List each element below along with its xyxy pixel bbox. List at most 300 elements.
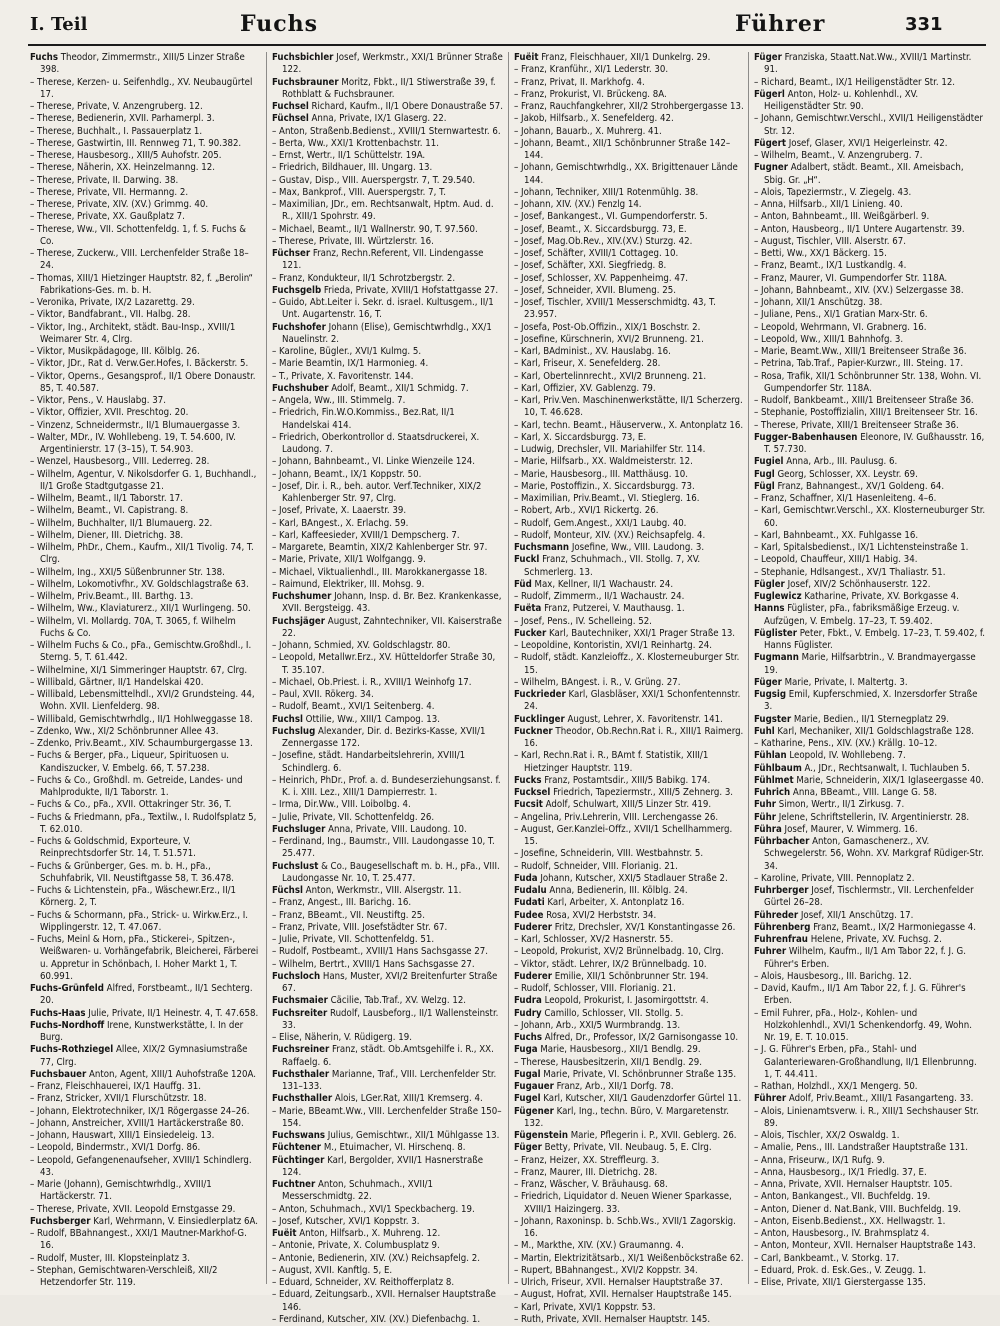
directory-entry: – Wilhelm, Beamt., VI. Capistrang. 8. — [30, 505, 189, 517]
directory-entry: – Therese, Bedienerin, XVII. Parhamerpl. 3. — [30, 113, 215, 125]
directory-entry: – Ernst, Wertr., II/1 Schüttelstr. 19A. — [272, 150, 426, 161]
directory-entry: Fügler Josef, XIV/2 Schönhauserstr. 122. — [754, 578, 931, 590]
directory-entry: – Anton, Bankangest., VII. Buchfeldg. 19. — [754, 1191, 931, 1203]
directory-entry: – Josefine, Schneiderin, VIII. Westbahnstr. 5. — [514, 848, 704, 860]
directory-entry: – Marie, Postoffizin., X. Siccardsburgg. 73. — [514, 480, 695, 492]
directory-entry: Füger Marie, Private, I. Maltertg. 3. — [754, 676, 908, 688]
directory-entry: – Karl, BAngest., X. Erlachg. 59. — [272, 517, 409, 529]
directory-entry: – Gustav, Disp., VIII. Auerspergstr. 7, T. 29.540. — [272, 174, 476, 186]
directory-entry: – Viktor, Ing., Architekt, städt. Bau-Insp., XVIII/1 Weimarer Str. 4, Clrg. — [30, 321, 236, 345]
part-label: I. Teil — [30, 14, 88, 35]
directory-entry: – Vinzenz, Schneidermstr., II/1 Blumauergasse 3. — [30, 419, 241, 431]
directory-entry: – Therese, Private, V. Anzengruberg. 12. — [30, 101, 203, 112]
directory-entry: Fuchsjäger August, Zahntechniker, VII. Kaiserstraße 22. — [272, 615, 502, 639]
directory-entry: – Franz, Heizer, XX. Streffleurg. 3. — [514, 1154, 660, 1166]
directory-entry: – Karl, Obertelinnrecht., XVI/2 Brunneng. 21. — [514, 370, 707, 382]
directory-entry: Fuchsthaller Alois, LGer.Rat, XIII/1 Kremserg. 4. — [272, 1093, 483, 1105]
directory-entry: – Franz, Privat, II. Markhofg. 4. — [514, 76, 645, 88]
directory-entry: – Josefa, Post-Ob.Offizin., XIX/1 Boschstr. 2. — [514, 321, 701, 333]
directory-entry: – Fuchs & Friedmann, pFa., Textilw., I. Rudolfsplatz 5, T. 62.010. — [30, 811, 257, 835]
directory-entry: – Juliane, Pens., XI/1 Gratian Marx-Str. 6. — [754, 309, 928, 321]
directory-entry: – Marie, BBeamt.Ww., VIII. Lerchenfelder Straße 150–154. — [272, 1105, 502, 1129]
directory-entry: Führer Adolf, Priv.Beamt., XIII/1 Fasangarteng. 33. — [754, 1093, 974, 1105]
directory-entry: – Rudolf, BBahnangest., XXI/1 Mautner-Markhof-G. 16. — [30, 1228, 247, 1252]
directory-entry: – Johann, Techniker, XIII/1 Rotenmühlg. 38. — [514, 186, 699, 198]
directory-entry: Fuchs Theodor, Zimmermstr., XIII/5 Linzer Straße 398. — [30, 52, 245, 76]
directory-entry: – August, Tischler, VIII. Alserstr. 67. — [754, 235, 906, 247]
directory-entry: – Anna, Hilfsarb., XII/1 Linieng. 40. — [754, 199, 903, 210]
directory-entry: – Martin, Elektrizitätsarb., XI/1 Weißenböckstraße 62. — [514, 1252, 744, 1264]
directory-entry: – Karl, Spitalsbedienst., IX/1 Lichtensteinstraße 1. — [754, 542, 969, 553]
directory-entry: Fuderer Fritz, Drechsler, XV/1 Konstantingasse 26. — [514, 921, 736, 933]
directory-entry: – T., Private, X. Favoritenstr. 144. — [272, 370, 414, 382]
directory-entry: – Richard, Beamt., IX/1 Heiligenstädter Str. 12. — [754, 76, 956, 88]
directory-entry: – Wilhelm, Priv.Beamt., III. Barthg. 13. — [30, 591, 194, 602]
directory-entry: – Carl, Bankbeamt., V. Storkg. 17. — [754, 1252, 900, 1264]
directory-entry: – Johann, Schmied, XV. Goldschlagstr. 80. — [272, 640, 451, 651]
directory-entry: – Leopold, Ww., XIII/1 Bahnhofg. 3. — [754, 333, 904, 345]
directory-entry: – Therese, Private, XIII/1 Breitenseer Straße 36. — [754, 419, 959, 431]
directory-entry: – Wilhelm, Buchhalter, II/1 Blumauerg. 22. — [30, 517, 213, 529]
directory-entry: Füglister Peter, Fbkt., V. Embelg. 17–23, T. 59.402, f. Hanns Füglister. — [754, 627, 986, 651]
directory-entry: Fuchsbrauner Moritz, Fbkt., II/1 Stiwerstraße 39, f. Rothblatt & Fuchsbrauner. — [272, 76, 496, 100]
directory-entry: Führ Jelene, Schriftstellerin, IV. Argentinierstr. 28. — [754, 811, 970, 823]
directory-entry: – Leopold, Gefangenenaufseher, XVIII/1 Schindlerg. 43. — [30, 1154, 252, 1178]
directory-entry: – Raimund, Elektriker, III. Mohsg. 9. — [272, 578, 425, 590]
directory-entry: – Elise, Näherin, V. Rüdigerg. 19. — [272, 1032, 412, 1043]
directory-entry: – Josef, Schäfter, XVIII/1 Cottageg. 10. — [514, 248, 679, 259]
directory-entry: – David, Kaufm., II/1 Am Tabor 22, f. J. G. Führer's Erben. — [754, 983, 966, 1007]
directory-entry: – Anton, Hausbesorg., IV. Brahmsplatz 4. — [754, 1228, 930, 1239]
directory-entry: Fügl Franz, Bahnangest., XV/1 Goldeng. 64. — [754, 480, 945, 492]
directory-entry: – Anton, Monteur, XVII. Hernalser Hauptstraße 143. — [754, 1240, 976, 1252]
directory-entry: – Johann, Gemischtwrhdlg., XX. Brigittenauer Lände 144. — [514, 162, 738, 186]
directory-entry: Fugmann Marie, Hilfsarbtrin., V. Brandmayergasse 19. — [754, 652, 976, 676]
directory-entry: – Therese, Private, III. Würtzlerstr. 16. — [272, 235, 434, 247]
directory-entry: Fuchs-Haas Julie, Private, II/1 Heinestr. 4, T. 47.658. — [30, 1007, 259, 1019]
column-divider — [748, 52, 749, 1284]
directory-entry: – Walter, MDr., IV. Wohllebeng. 19, T. 54.600, IV. Argentinierstr. 17 (3–15), T. 54.903. — [30, 431, 236, 455]
directory-entry: – Michael, Ob.Priest. i. R., XVIII/1 Weinhofg 17. — [272, 676, 472, 688]
directory-entry: – Anton, Straßenb.Bedienst., XVIII/1 Sternwartestr. 6. — [272, 125, 501, 137]
directory-entry: – Stephanie, Hdlsangest., XV/1 Thaliastr. 51. — [754, 566, 946, 578]
directory-entry: – Johann, Raxoninsp. b. Schb.Ws., XVII/1 Zagorskig. 16. — [514, 1215, 736, 1239]
right-guide-word: Führer — [735, 11, 826, 37]
directory-entry: – Fuchs & Lichtenstein, pFa., Wäschewr.Erz., II/1 Körnerg. 2, T. — [30, 885, 237, 909]
directory-entry: – Rupert, BBahnangest., XVI/2 Koppstr. 34. — [514, 1264, 698, 1276]
directory-entry: – Robert, Arb., XVI/1 Rickertg. 26. — [514, 505, 659, 517]
directory-entry: – Thomas, XIII/1 Hietzinger Hauptstr. 82, f. „Berolin“ Fabrikations-Ges. m. b. H. — [30, 272, 253, 296]
directory-entry: – Wenzel, Hausbesorg., VIII. Lederreg. 28. — [30, 456, 210, 468]
directory-entry: – Fuchs & Berger, pFa., Liqueur, Spirituosen u. Kandiszucker, V. Embelg. 66, T. 57.238. — [30, 750, 230, 774]
directory-entry: Fudra Leopold, Prokurist, I. Jasomirgottstr. 4. — [514, 995, 709, 1007]
directory-entry: – Ruth, Private, XVII. Hernalser Hauptstr. 145. — [514, 1313, 711, 1325]
directory-entry: – Johann, Beamt., XII/1 Schönbrunner Straße 142–144. — [514, 137, 731, 161]
directory-entry: – Karl, Schlosser, XV/2 Hasnerstr. 55. — [514, 934, 674, 945]
directory-entry: – Anna, Private, XVII. Hernalser Hauptstr. 105. — [754, 1179, 953, 1190]
directory-entry: – Angelina, Priv.Lehrerin, VIII. Lerchengasse 26. — [514, 811, 719, 823]
directory-entry: Fühlmet Marie, Schneiderin, XIX/1 Iglaseergasse 40. — [754, 774, 984, 786]
directory-entry: – Johann, Beamt., IX/1 Koppstr. 50. — [272, 468, 422, 480]
directory-entry: – Karl, Private, XVI/1 Koppstr. 53. — [514, 1301, 656, 1313]
directory-entry: Fügerl Anton, Holz- u. Kohlenhdl., XV. Heiligenstädter Str. 90. — [754, 88, 919, 112]
directory-entry: Fügert Josef, Glaser, XVI/1 Heigerleinstr. 42. — [754, 137, 948, 149]
directory-entry: – Franz, Prokurist, VI. Brückeng. 8A. — [514, 88, 667, 100]
directory-entry: – Friedrich, Fin.W.O.Kommiss., Bez.Rat, II/1 Handelskai 414. — [272, 407, 455, 431]
directory-entry: – Rosa, Trafik, XII/1 Schönbrunner Str. 138, Wohn. VI. Gumpendorfer Str. 118A. — [754, 370, 982, 394]
directory-entry: – Karl, X. Siccardsburgg. 73, E. — [514, 431, 647, 443]
directory-entry: – Zdenko, Priv.Beamt., XIV. Schaumburgergasse 13. — [30, 738, 253, 749]
directory-entry: – Josef, Tischler, XVIII/1 Messerschmidtg. 43, T. 23.957. — [514, 297, 716, 321]
directory-entry: Füchtinger Karl, Bergolder, XVII/1 Hasnerstraße 124. — [272, 1154, 484, 1178]
directory-entry: – Eduard, Zeitungsarb., XVII. Hernalser Hauptstraße 146. — [272, 1289, 496, 1313]
directory-entry: Fugel Karl, Kutscher, XII/1 Gaudenzdorfer Gürtel 11. — [514, 1093, 742, 1105]
directory-entry: Fuëit Anton, Hilfsarb., X. Muhreng. 12. — [272, 1228, 441, 1239]
directory-entry: Fugauer Franz, Arb., XII/1 Dorfg. 78. — [514, 1081, 674, 1092]
directory-entry: Fuchslug Alexander, Dir. d. Bezirks-Kasse, XVII/1 Zennergasse 172. — [272, 725, 486, 749]
directory-entry: – Anton, Diener d. Nat.Bank, VIII. Buchfeldg. 19. — [754, 1203, 961, 1215]
directory-entry: – Therese, Private, XIV. (XV.) Grimmg. 40. — [30, 199, 209, 210]
directory-entry: – Zdenko, Ww., XI/2 Schönbrunner Allee 43. — [30, 725, 219, 737]
directory-entry: – Therese, Buchhalt., I. Passauerplatz 1. — [30, 125, 203, 137]
directory-entry: – Josef, Schneider, XVII. Blumeng. 25. — [514, 284, 676, 296]
directory-entry: Füchsl Anton, Werkmstr., VIII. Alsergstr. 11. — [272, 885, 462, 896]
directory-entry: Füchser Franz, Rechn.Referent, VII. Lindengasse 121. — [272, 248, 484, 272]
directory-entry: – Marie Beamtin, IX/1 Harmonieg. 4. — [272, 358, 429, 370]
directory-entry: – Margarete, Beamtin, XIX/2 Kahlenberger Str. 97. — [272, 542, 488, 553]
directory-entry: – Julie, Private, VII. Schottenfeldg. 26. — [272, 811, 435, 823]
directory-entry: – Josef, Bankangest., VI. Gumpendorferstr. 5. — [514, 211, 708, 223]
directory-entry: Fudalu Anna, Bedienerin, III. Kölblg. 24. — [514, 885, 688, 896]
directory-entry: – Josef, Mag.Ob.Rev., XIV.(XV.) Sturzg. 42. — [514, 235, 693, 247]
directory-entry: Fühlan Leopold, IV. Wohllebeng. 7. — [754, 750, 906, 762]
directory-entry: Fudati Karl, Arbeiter, X. Antonplatz 16. — [514, 897, 685, 909]
directory-entry: Fuga Marie, Hausbesorg., XII/1 Bendlg. 29. — [514, 1044, 701, 1056]
directory-entry: Fuchshumer Johann, Insp. d. Br. Bez. Krankenkasse, XVII. Bergsteigg. 43. — [272, 591, 502, 615]
directory-entry: – Marie, Hilfsarb., XX. Waldmeisterstr. 12. — [514, 456, 693, 468]
directory-entry: Fugger-Babenhausen Eleonore, IV. Gußhausstr. 16, T. 57.730. — [754, 431, 985, 455]
directory-entry: Fugal Marie, Private, VI. Schönbrunner Straße 135. — [514, 1068, 737, 1080]
directory-entry: Fuglewicz Katharine, Private, XV. Borkgasse 4. — [754, 591, 959, 602]
directory-entry: Fuhrberger Josef, Tischlermstr., VII. Lerchenfelder Gürtel 26–28. — [754, 885, 974, 909]
directory-entry: – Karl, Rechn.Rat i. R., BAmt f. Statistik, XIII/1 Hietzinger Hauptstr. 119. — [514, 750, 709, 774]
directory-entry: – Johann, Anstreicher, XVIII/1 Hartäckerstraße 80. — [30, 1117, 244, 1129]
directory-entry: Führbacher Anton, Gamaschenerz., XV. Schwegelerstr. 56, Wohn. XV. Markgraf Rüdiger-Str. 34. — [754, 836, 984, 872]
directory-entry: – Johann, Gemischtwr.Verschl., XVII/1 Heiligenstädter Str. 12. — [754, 113, 983, 137]
directory-entry: – Viktor, Operns., Gesangsprof., II/1 Obere Donaustr. 85, T. 40.587. — [30, 370, 256, 394]
directory-entry: Füchtener M., Etuimacher, VI. Hirschenq. 8. — [272, 1142, 466, 1154]
directory-entry: – Amalie, Pens., III. Landstraßer Hauptstraße 131. — [754, 1142, 969, 1154]
directory-entry: – Josef, Dir. i. R., beh. autor. Verf.Techniker, XIX/2 Kahlenberger Str. 97, Clrg. — [272, 480, 482, 504]
directory-entry: – Paul, XVII. Rökerg. 34. — [272, 689, 374, 700]
directory-entry: – Viktor, Musikpädagoge, III. Kölblg. 26. — [30, 346, 200, 357]
directory-entry: – Viktor, Pens., V. Hauslabg. 37. — [30, 395, 166, 406]
directory-entry: – Rudolf, Bankbeamt., XIII/1 Breitenseer Straße 36. — [754, 395, 974, 406]
directory-entry: Fuchshofer Johann (Elise), Gemischtwrhdlg., XX/1 Nauelinstr. 2. — [272, 321, 492, 345]
directory-entry: – Friedrich, Bildhauer, III. Ungarg. 13. — [272, 162, 433, 174]
directory-entry: – Wilhelm, Agentur, V. Nikolsdorfer G. 1, Buchhandl., II/1 Große Stadtgutgasse 21. — [30, 468, 257, 492]
directory-entry: – Julie, Private, VII. Schottenfeldg. 51. — [272, 934, 435, 945]
directory-entry: – Antonie, Private, X. Columbusplatz 9. — [272, 1240, 440, 1252]
directory-entry: – Therese, Private, VII. Hermanng. 2. — [30, 186, 189, 198]
directory-entry: – Therese, Näherin, XX. Heinzelmanng. 12. — [30, 162, 216, 174]
directory-entry: Fuckner Theodor, Ob.Rechn.Rat i. R., XIII/1 Raimerg. 16. — [514, 725, 744, 749]
directory-entry: – Wilhelm, Bertrt., XVIII/1 Hans Sachsgasse 27. — [272, 958, 475, 970]
directory-entry: – Anton, Eisenb.Bedienst., XX. Hellwagstr. 1. — [754, 1215, 946, 1227]
directory-entry: – Franz, Beamt., IX/1 Lustkandlg. 4. — [754, 260, 907, 272]
directory-entry: – Betti, Ww., XX/1 Bäckerg. 15. — [754, 248, 887, 259]
directory-entry: – Jakob, Hilfsarb., X. Senefelderg. 42. — [514, 113, 674, 125]
directory-entry: – Wilhelm Fuchs & Co., pFa., Gemischtw.Großhdl., I. Sterng. 5, T. 61.442. — [30, 640, 252, 664]
directory-entry: – Anna, Hausbesorg., IX/1 Friedlg. 37, E. — [754, 1166, 927, 1178]
directory-entry: – Eduard, Schneider, XV. Reithofferplatz 8. — [272, 1277, 455, 1288]
directory-entry: – Leopold, Bindermstr., XVI/1 Dorfg. 86. — [30, 1142, 201, 1154]
directory-entry: – Fuchs & Grünberger, Ges. m. b. H., pFa., Schuhfabrik, VII. Neustiftgasse 58, T. 36.478. — [30, 860, 234, 884]
directory-entry: Füger Franziska, Staatt.Nat.Ww., XVIII/1 Martinstr. 91. — [754, 52, 972, 76]
directory-entry: – Heinrich, PhDr., Prof. a. d. Bundeserziehungsanst. f. K. i. XIII. Lez., XIII/1 Dampierrestr. 1. — [272, 774, 501, 798]
directory-entry: – Karoline, Bügler., XVI/1 Kulmg. 5. — [272, 346, 422, 357]
directory-entry: – Johann, XIV. (XV.) Fenzlg 14. — [514, 199, 642, 210]
directory-entry: Fügener Karl, Ing., techn. Büro, V. Margaretenstr. 132. — [514, 1105, 730, 1129]
directory-entry: Füchsel Anna, Private, IX/1 Glaserg. 22. — [272, 113, 447, 125]
directory-entry: – Berta, Ww., XXI/1 Krottenbachstr. 11. — [272, 137, 439, 149]
directory-entry: Fuchsbauer Anton, Agent, XIII/1 Auhofstraße 120A. — [30, 1068, 256, 1080]
directory-entry: – Alois, Tischler, XX/2 Oswaldg. 1. — [754, 1130, 900, 1141]
directory-entry: – Friedrich, Liquidator d. Neuen Wiener Sparkasse, XVIII/1 Haizingerg. 33. — [514, 1191, 732, 1215]
directory-entry: – Eduard, Prok. d. Esk.Ges., V. Zeugg. 1. — [754, 1264, 927, 1276]
directory-entry: Fuchswans Julius, Gemischtwr., XII/1 Mühlgasse 13. — [272, 1130, 500, 1141]
directory-entry: – Karl, Bahnbeamt., XX. Fuhlgasse 16. — [754, 529, 919, 541]
directory-entry: – Therese, Private, II. Darwing. 38. — [30, 174, 179, 186]
directory-entry: Füger Betty, Private, VII. Neubaug. 5, E. Clrg. — [514, 1142, 712, 1154]
directory-entry: – Anton, Bahnbeamt., III. Weißgärberl. 9. — [754, 211, 930, 223]
directory-entry: – Anna, Friseurw., IX/1 Rufg. 9. — [754, 1154, 885, 1166]
directory-entry: Fugl Georg, Schlosser, XX. Leystr. 69. — [754, 468, 918, 480]
directory-entry: – Wilhelm, Ing., XXI/5 Süßenbrunner Str. 138. — [30, 566, 225, 578]
directory-entry: Fucklinger August, Lehrer, X. Favoritenstr. 141. — [514, 713, 723, 725]
directory-entry: Führa Josef, Maurer, V. Wimmerg. 16. — [754, 823, 918, 835]
directory-entry: Fudee Rosa, XVI/2 Herbststr. 34. — [514, 909, 657, 921]
directory-entry: – Irma, Dir.Ww., VIII. Loibolbg. 4. — [272, 799, 411, 811]
directory-entry: Fugster Marie, Bedien., II/1 Sternegplatz 29. — [754, 713, 950, 725]
directory-entry: Fuchsgelb Frieda, Private, XVIII/1 Hofstattgasse 27. — [272, 284, 499, 296]
directory-entry: – Willibald, Gemischtwrhdlg., II/1 Hohlweggasse 18. — [30, 713, 253, 725]
directory-entry: – Therese, Gastwirtin, III. Rennweg 71, T. 90.382. — [30, 137, 242, 149]
directory-entry: – Johann, Bauarb., X. Muhrerg. 41. — [514, 125, 662, 137]
directory-entry: Fuhr Simon, Wertr., II/1 Zirkusg. 7. — [754, 799, 905, 811]
directory-entry: Fuchs-Nordhoff Irene, Kunstwerkstätte, I. In der Burg. — [30, 1019, 244, 1043]
directory-entry: – Maximilian, JDr., em. Rechtsanwalt, Hptm. Aud. d. R., XIII/1 Spohrstr. 49. — [272, 199, 494, 223]
directory-entry: – Rathan, Holzhdl., XX/1 Mengerg. 50. — [754, 1081, 918, 1092]
directory-entry: – Fuchs & Schormann, pFa., Strick- u. Wirkw.Erz., I. Wipplingerstr. 12, T. 47.067. — [30, 909, 249, 933]
directory-entry: – Rudolf, Schlosser, VIII. Florianig. 21. — [514, 983, 676, 994]
directory-entry: – Franz, Rauchfangkehrer, XII/2 Strohbergergasse 13. — [514, 101, 744, 112]
directory-entry: – Johann, Elektrotechniker, IX/1 Rögergasse 24–26. — [30, 1105, 250, 1117]
directory-entry: – Karl, Gemischtwr.Verschl., XX. Klosterneuburger Str. 60. — [754, 505, 986, 529]
directory-entry: – Wilhelm, Beamt., II/1 Taborstr. 17. — [30, 493, 184, 504]
directory-entry: – Marie, Beamt.Ww., XIII/1 Breitenseer Straße 36. — [754, 346, 967, 357]
directory-entry: – Fuchs & Goldschmid, Exporteure, V. Reinprechtsdorfer Str. 14, T. 51.571. — [30, 836, 196, 860]
directory-entry: Fuckrieder Karl, Glasbläser, XXI/1 Schonfentennstr. 24. — [514, 689, 741, 713]
directory-entry: – Wilhelm, Diener, III. Dietrichg. 38. — [30, 529, 184, 541]
directory-entry: – Antonie, Bedienerin, XIV. (XV.) Reichsapfelg. 2. — [272, 1252, 480, 1264]
page-header — [0, 0, 1000, 44]
header-rule — [28, 44, 986, 46]
directory-entry: Fudry Camillo, Schlosser, VII. Stollg. 5. — [514, 1007, 684, 1019]
directory-entry: – Josef, Pens., IV. Schelleing. 52. — [514, 615, 652, 627]
directory-entry: Fuchsbichler Josef, Werkmstr., XXI/1 Brünner Straße 122. — [272, 52, 503, 76]
directory-entry: Fuhrich Anna, BBeamt., VIII. Lange G. 58. — [754, 787, 938, 798]
directory-entry: – Rudolf, Postbeamt., XVIII/1 Hans Sachsgasse 27. — [272, 946, 488, 958]
directory-entry: – Katharine, Pens., XIV. (XV.) Krällg. 10–12. — [754, 738, 938, 749]
directory-entry: – Willibald, Lebensmittelhdl., XVI/2 Grundsteing. 44, Wohn. XVII. Lienfelderg. 98. — [30, 689, 255, 713]
directory-entry: – Stephanie, Postoffizialin, XIII/1 Breitenseer Str. 16. — [754, 407, 978, 419]
directory-entry: – Guido, Abt.Leiter i. Sekr. d. israel. Kultusgem., II/1 Unt. Augartenstr. 16, T. — [272, 297, 494, 321]
directory-entry: – Ferdinand, Kutscher, XIV. (XV.) Diefenbachg. 1. — [272, 1313, 481, 1325]
directory-entry: – Karl, Kaffeesieder, XVIII/1 Dempscherg. 7. — [272, 529, 460, 541]
directory-entry: – Therese, Ww., VII. Schottenfeldg. 1, f. S. Fuchs & Co. — [30, 223, 247, 247]
column-1 — [30, 52, 262, 1288]
page-number: 331 — [905, 14, 943, 35]
directory-entry: – Franz, Maurer, III. Dietrichg. 28. — [514, 1166, 658, 1178]
directory-entry: Fuëta Franz, Putzerei, V. Mauthausg. 1. — [514, 603, 685, 615]
directory-entry: – Franz, Stricker, XVII/1 Flurschützstr. 18. — [30, 1093, 207, 1105]
directory-entry: – Emil Fuhrer, pFa., Holz-, Kohlen- und Holzkohlenhdl., XVI/1 Schenkendorfg. 49, Wohn. Nr. 19, E. T. 10.015. — [754, 1007, 972, 1043]
directory-entry: – Karl, Priv.Ven. Maschinenwerkstätte, II/1 Scherzerg. 10, T. 46.628. — [514, 395, 743, 419]
directory-entry: – Therese, Private, XVII. Leopold Ernstgasse 29. — [30, 1203, 236, 1215]
directory-entry: Fuchsreiner Franz, städt. Ob.Amtsgehilfe i. R., XX. Raffaelg. 6. — [272, 1044, 494, 1068]
directory-entry: – Wilhelm, BAngest. i. R., V. Grüng. 27. — [514, 676, 681, 688]
directory-entry: Fugiel Anna, Arb., III. Paulusg. 6. — [754, 456, 898, 468]
column-2 — [272, 52, 504, 1325]
directory-entry: – Angela, Ww., III. Stimmelg. 7. — [272, 395, 406, 406]
directory-entry: – Marie, Private, XII/1 Wolfgangg. 9. — [272, 554, 426, 566]
directory-entry: Fuchshuber Adolf, Beamt., XII/1 Schmidg. 7. — [272, 382, 469, 394]
directory-entry: – Ludwig, Drechsler, VII. Mariahilfer Str. 114. — [514, 444, 706, 455]
directory-entry: – Therese, Kerzen- u. Seifenhdlg., XV. Neubaugürtel 17. — [30, 76, 253, 100]
directory-entry: Fuderer Emilie, XII/1 Schönbrunner Str. 194. — [514, 970, 709, 982]
directory-entry: – Maximilian, Priv.Beamt., VI. Stieglerg. 16. — [514, 493, 700, 504]
directory-entry: – Viktor, Bandfabrant., VII. Halbg. 28. — [30, 309, 191, 321]
directory-entry: Fugsig Emil, Kupferschmied, X. Inzersdorfer Straße 3. — [754, 689, 978, 713]
directory-entry: – Alois, Hausbesorg., III. Barichg. 12. — [754, 970, 912, 982]
directory-entry: Fühlbaum A., JDr., Rechtsanwalt, I. Tuchlauben 5. — [754, 762, 970, 774]
directory-entry: – Michael, Viktualienhdl., III. Marokkanergasse 18. — [272, 566, 488, 578]
directory-entry: Hanns Füglister, pFa., fabriksmäßige Erzeug. v. Aufzügen, V. Embelg. 17–23, T. 59.402. — [754, 603, 960, 627]
directory-entry: – Wilhelm, Lokomotivfhr., XV. Goldschlagstraße 63. — [30, 578, 249, 590]
directory-entry: – Marie (Johann), Gemischtwrhdlg., XVIII/1 Hartäckerstr. 71. — [30, 1179, 212, 1203]
directory-entry: – Franz, Angest., III. Barichg. 16. — [272, 897, 412, 909]
directory-entry: Fuchsthaler Marianne, Traf., VIII. Lerchenfelder Str. 131–133. — [272, 1068, 497, 1092]
directory-entry: Fuchsmann Josefine, Ww., VIII. Laudong. 3. — [514, 542, 705, 553]
directory-entry: – Wilhelm, Beamt., V. Anzengruberg. 7. — [754, 150, 923, 161]
directory-entry: – Therese, Hausbesorg., XIII/5 Auhofstr. 205. — [30, 150, 222, 161]
directory-entry: – Fuchs & Co., pFa., XVII. Ottakringer Str. 36, T. — [30, 799, 232, 811]
directory-entry: – Franz, Schaffner, XI/1 Hasenleiteng. 4–6. — [754, 493, 937, 504]
directory-entry: – Josefine, städt. Handarbeitslehrerin, XVIII/1 Schindlerg. 6. — [272, 750, 466, 774]
directory-entry: Fugner Adalbert, städt. Beamt., XII. Ameisbach, Sbig. Gr. „H“. — [754, 162, 964, 186]
directory-entry: Fuchs-Rothziegel Allee, XIX/2 Gymnasiumstraße 77, Clrg. — [30, 1044, 248, 1068]
directory-entry: – Franz, Fleischhauerei, IX/1 Hauffg. 31. — [30, 1081, 201, 1092]
directory-entry: – Ulrich, Friseur, XVII. Hernalser Hauptstraße 37. — [514, 1277, 723, 1288]
directory-entry: – Max, Bankprof., VIII. Auerspergstr. 7, T. — [272, 186, 446, 198]
directory-entry: – Wilhelm, PhDr., Chem., Kaufm., XII/1 Tivolig. 74, T. Clrg. — [30, 542, 254, 566]
directory-entry: Fuhrenfrau Helene, Private, XV. Fuchsg. 2. — [754, 934, 942, 945]
directory-entry: – Wilhelm, Ww., Klaviaturerz., XII/1 Wurlingeng. 50. — [30, 603, 251, 615]
directory-entry: Fucksel Friedrich, Tapeziermstr., XIII/5 Zehnerg. 3. — [514, 787, 734, 798]
directory-entry: – Karoline, Private, VIII. Pennoplatz 2. — [754, 872, 915, 884]
directory-entry: – Franz, Wäscher, V. Bräuhausg. 68. — [514, 1179, 668, 1190]
directory-entry: Fuchsmaier Cäcilie, Tab.Traf., XV. Welzg. 12. — [272, 995, 467, 1007]
column-3 — [514, 52, 746, 1325]
directory-entry: – Anton, Hausbeorg., II/1 Untere Augartenstr. 39. — [754, 223, 965, 235]
directory-entry: Fuckl Franz, Schuhmach., VII. Stollg. 7, XV. Schmerlerg. 13. — [514, 554, 701, 578]
directory-entry: – Therese, Zuckerw., VIII. Lerchenfelder Straße 18–24. — [30, 248, 249, 272]
directory-entry: – Marie, Hausbesorg., III. Matthäusg. 10. — [514, 468, 688, 480]
directory-entry: – Viktor, JDr., Rat d. Verw.Ger.Hofes, I. Bäckerstr. 5. — [30, 358, 249, 370]
directory-entry: – August, XVII. Kanftlg. 5, E. — [272, 1264, 393, 1276]
directory-entry: – Johann, Arb., XXI/5 Wurmbrandg. 13. — [514, 1019, 681, 1031]
column-divider — [266, 52, 267, 1284]
directory-entry: Fuda Johann, Kutscher, XXI/5 Stadlauer Straße 2. — [514, 872, 728, 884]
directory-entry: Fuchsl Ottilie, Ww., XIII/1 Campog. 13. — [272, 713, 440, 725]
directory-entry: – Rudolf, Schneider, VIII. Florianig. 21. — [514, 860, 678, 872]
directory-entry: – Viktor, Offizier, XVII. Preschtog. 20. — [30, 407, 189, 419]
directory-entry: – Rudolf, Muster, III. Klopsteinplatz 3. — [30, 1252, 190, 1264]
directory-entry: – August, Ger.Kanzlei-Offz., XVII/1 Schellhammerg. 15. — [514, 823, 733, 847]
directory-entry: – Josefine, Kürschnerin, XVI/2 Brunneng. 21. — [514, 333, 704, 345]
directory-entry: – Johann, XII/1 Anschützg. 38. — [754, 297, 883, 308]
directory-entry: – Leopold, Chauffeur, XIII/1 Habig. 34. — [754, 554, 918, 566]
directory-entry: Fuchsloch Hans, Muster, XVI/2 Breitenfurter Straße 67. — [272, 970, 498, 994]
directory-entry: – Franz, Kranführ., XI/1 Lederstr. 30. — [514, 64, 669, 76]
directory-entry: – Alois, Tapeziermstr., V. Ziegelg. 43. — [754, 186, 912, 198]
directory-entry: – Stephan, Gemischtwaren-Verschleiß, XII/2 Hetzendorfer Str. 119. — [30, 1264, 218, 1288]
directory-entry: – Leopoldine, Kontoristin, XVI/1 Reinhartg. 24. — [514, 640, 712, 651]
directory-entry: – Franz, BBeamt., VII. Neustiftg. 25. — [272, 909, 426, 921]
left-guide-word: Fuchs — [240, 11, 319, 37]
directory-entry: – Michael, Beamt., II/1 Wallnerstr. 90, T. 97.560. — [272, 223, 478, 235]
directory-entry: – Veronika, Private, IX/2 Lazarettg. 29. — [30, 297, 195, 308]
directory-entry: – Friedrich, Oberkontrollor d. Staatsdruckerei, X. Laudong. 7. — [272, 431, 480, 455]
directory-entry: Führeder Josef, XII/1 Anschützg. 17. — [754, 909, 914, 921]
directory-entry: Fuëit Franz, Fleischhauer, XII/1 Dunkelrg. 29. — [514, 52, 711, 63]
directory-entry: – Johann, Hauswart, XIII/1 Einsiedeleig. 13. — [30, 1130, 215, 1141]
directory-entry: – Anton, Schuhmach., XVI/1 Speckbacherg. 19. — [272, 1203, 475, 1215]
directory-entry: – Alois, Linienamtsverw. i. R., XIII/1 Sechshauser Str. 89. — [754, 1105, 979, 1129]
directory-entry: – Karl, techn. Beamt., Häuserverw., X. Antonplatz 16. — [514, 419, 744, 431]
directory-entry: – Wilhelm, VI. Mollardg. 70A, T. 3065, f. Wilhelm Fuchs & Co. — [30, 615, 236, 639]
directory-entry: Fuchs-Grünfeld Alfred, Forstbeamt., II/1 Sechterg. 20. — [30, 983, 253, 1007]
directory-entry: – Fuchs, Meinl & Horn, pFa., Stickerei-, Spitzen-, Weißwaren- u. Vorhängefabrik, Bleicherei, Färberei u. Appretur in Schönbach, I. Hoher Markt 1, T. 60.991. — [30, 934, 259, 982]
directory-entry: – Josef, Schlosser, XV. Pappenheimg. 47. — [514, 272, 689, 284]
directory-entry: – Rudolf, Gem.Angest., XXI/1 Laubg. 40. — [514, 517, 687, 529]
directory-entry: – Elise, Private, XII/1 Gierstergasse 135. — [754, 1277, 926, 1288]
directory-entry: Führenberg Franz, Beamt., IX/2 Harmoniegasse 4. — [754, 921, 976, 933]
directory-entry: Fucker Karl, Bautechniker, XXI/1 Prager Straße 13. — [514, 627, 736, 639]
directory-entry: – Josef, Beamt., X. Siccardsburgg. 73, E. — [514, 223, 687, 235]
directory-entry: – Josef, Private, X. Laaerstr. 39. — [272, 505, 407, 517]
directory-entry: – Ferdinand, Ing., Baumstr., VIII. Laudongasse 10, T. 25.477. — [272, 836, 495, 860]
directory-entry: Fuchs Alfred, Dr., Professor, IX/2 Garnisongasse 10. — [514, 1032, 739, 1043]
directory-entry: – Karl, Friseur, X. Senefelderg. 28. — [514, 358, 661, 370]
directory-entry: – Rudolf, städt. Kanzleioffz., X. Klosterneuburger Str. 15. — [514, 652, 740, 676]
directory-entry: – Petrina, Tab.Traf., Papier-Kurzwr., III. Steing. 17. — [754, 358, 964, 370]
directory-entry: Fuchslust & Co., Baugesellschaft m. b. H., pFa., VIII. Laudongasse Nr. 10, T. 25.477. — [272, 860, 500, 884]
directory-entry: – Willibald, Gärtner, II/1 Handelskai 420. — [30, 676, 204, 688]
column-4 — [754, 52, 986, 1288]
directory-entry: Fuhrer Wilhelm, Kaufm., II/1 Am Tabor 22, f. J. G. Führer's Erben. — [754, 946, 966, 970]
